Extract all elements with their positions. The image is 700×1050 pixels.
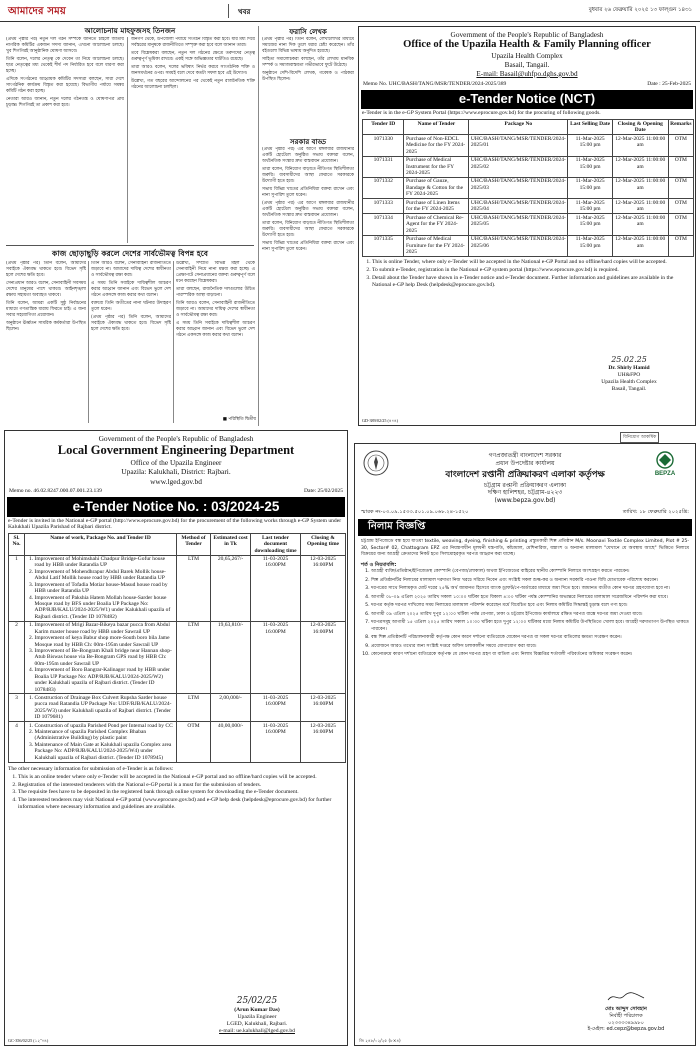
column-rule [88,261,89,423]
notes-list [362,259,692,288]
column-header: Last tender document downloading time [251,534,301,555]
closing-time: 12-03-2025 16:00PM [301,694,346,722]
news-paragraph: তারা আরও বলেন, দলের ভবিষ্যৎ নির্ভর করবে সাংগঠনিক শক্তি ও জনসমর্থনের ওপর। সময়ই বলে দেবে কতটা সফল হবে এই উদ্যোগ। [131,64,255,76]
office-name: Office of the Upazila Engineer [130,457,222,467]
closing-date: 12-Mar-2025 11:00:00 am [612,156,668,177]
table-row [9,555,346,621]
signer-office: LGED, Kalukhali, Rajbari. [226,1021,288,1028]
office-title: Office of the Upazila Health & Family Planning officer [403,39,651,51]
tender-name: Purchase of Medical Instrument for the FY 2024-2025 [404,156,469,177]
website: www.lged.gov.bd [150,476,202,486]
news-paragraph: (প্রথম পৃষ্ঠার পর) তিনি বলেন, আমাদের সবাইকে ঐক্যবদ্ধ থাকতে হবে। বিভেদ সৃষ্টি হলে দেশের ক্ষতি হবে। [91,314,171,332]
news-paragraph: জনগণ থেকে, উপজেলা পর্যায়ে সংগঠন বিস্তৃত করা হবে। যার মধ্য দিয়ে সর্বস্তরের মানুষকে রাজনীতিতে সম্পৃক্ত করা হবে বলে জানান তারা। [131,37,255,48]
column-header: Method of Tender [177,534,211,555]
news-paragraph: সেনাপ্রধান আরও বলেন, সেনাবাহিনী সবসময় দেশের মানুষের পাশে থাকবে। আইনশৃঙ্খলা রক্ষায় সহায়তা অব্যাহত থাকবে। [6,280,86,298]
notes-list [8,774,344,811]
last-selling: 11-Mar-2025 15:00 pm [568,177,613,198]
condition-item: 9. প্রয়োজনে আরও তথ্যের জন্য সংশ্লিষ্ট দপ্তরে অফিস চলাকালীন সময়ে যোগাযোগ করা যাবে। [371,644,689,651]
bangladesh-emblem-icon [363,450,389,476]
news-paragraph: এ সময় তিনি সবাইকে দায়িত্বশীল আচরণ করার আহ্বান জানান এবং বিভেদ ভুলে দেশ গঠনে একসঙ্গে কাজ করার কথা বলেন। [176,320,255,338]
news-paragraph: সভায় বিভিন্ন খাতের প্রতিনিধিরা বক্তব্য রাখেন এবং নানা সুপারিশ তুলে ধরেন। [262,240,354,252]
notes-heading: The other necessary information for submission of e-Tender is as follows: [8,765,174,772]
table-row [363,177,694,198]
column-header: Remarks [668,120,693,135]
memo-date: তারিখ: ১৮ ফেব্রুয়ারি ২০২৫খ্রি: [622,508,689,515]
table-row [9,694,346,722]
column-header: Closing & Opening Date [612,120,668,135]
dept-title: Local Government Engineering Department [57,443,295,458]
tender-id: 1071332 [363,177,404,198]
headline-forashi: ফরাসি লেখক [289,28,327,36]
memo-number: Memo no. 46.02.8247.000.07.001.23.139 [9,488,102,495]
gov-line: Government of the People's Republic of Bangladesh [450,30,604,39]
news-paragraph: সাহিত্য সমালোচকরা বলছেন, তাঁর লেখায় মানবিক সম্পর্ক ও সমাজবাস্তবতা গভীরভাবে ফুটে উঠেছে। [262,56,354,68]
complex-name: Upazila Health Complex [491,51,563,60]
masthead-divider [228,4,229,18]
table-row [9,722,346,763]
work-item: 1. Improvement of Mrigi Bazar-Bikeya bazar pucca from Abdul Karim master house road by HBB under Sawrail UP [35,622,175,635]
last-selling: 11-Mar-2025 15:00 pm [568,156,613,177]
gd-code: GC-356/02/25 (১২"×৪) [8,1037,49,1043]
signer-name: মোঃ আব্দুস সোবহান [605,1006,647,1012]
tender-name: Purchase of Gauze, Bandage & Cotton for the FY 2024-2025 [404,177,469,198]
tender-name: Purchase of Non-EDCL Medicine for the FY 2024-2025 [404,135,469,156]
news-paragraph: তারা বলছেন, রাজনৈতিক দলগুলোর উচিত পারস্পরিক আস্থা বাড়ানো। [176,286,255,298]
closing-date: 12-Mar-2025 11:00:00 am [612,214,668,235]
memo-row [359,79,695,90]
lged-tender-notice [4,430,348,1046]
news-paragraph: অনুষ্ঠানে দেশি-বিদেশি লেখক, গবেষক ও পাঠকরা উপস্থিত ছিলেন। [262,70,354,82]
health-tender-notice [358,26,696,426]
estimated-cost: 40,00,000/- [211,722,251,763]
signer-title: Upazila Engineer [237,1014,277,1021]
news-paragraph: বক্তব্যে তিনি অতীতের নানা ঘটনার উদাহরণ তুলে ধরেন। [91,300,171,312]
remarks: OTM [668,235,693,256]
column-rule [127,37,128,243]
gov-line: গণপ্রজাতন্ত্রী বাংলাদেশ সরকার [488,452,562,459]
table-header-row [363,120,694,135]
masthead [0,0,700,22]
last-selling: 11-Mar-2025 15:00 pm [568,135,613,156]
news-paragraph: উল্লেখ্য, গত বছরের আন্দোলনের পর থেকেই নতুন রাজনৈতিক শক্তি গঠনের আলোচনা চলছিল। [131,78,255,90]
tender-name: Purchase of Linen Items for the FY 2024-2025 [404,199,469,214]
column-header: Package No [469,120,568,135]
news-paragraph: (প্রথম পৃষ্ঠার পর) এর আগে মঙ্গলবার রাজধানীর একটি হোটেলে অনুষ্ঠিত সভায় বক্তারা বলেন, অর্থনৈতিক সংস্কার দ্রুত বাস্তবায়ন প্রয়োজন। [262,147,354,164]
signature-block [569,355,689,393]
news-column-2 [131,37,255,243]
last-download: 11-03-2025 16:00PM [251,555,301,621]
bepza-logo-text: BEPZA [654,471,676,476]
note-item: 3. Detail about the Tender have shown in e-Tender notice and e-Tender document. Further information and guidelines are available in the National e-GP help Desk (helpdesk@eprocure.gov.bd). [372,275,692,289]
signer-name: Dr. Shirly Hamid [608,365,650,371]
health-tender-table [362,119,694,257]
signature-block [571,991,681,1033]
tender-method: OTM [177,722,211,763]
news-paragraph: (প্রথম পৃষ্ঠার পর) নতুন দল গঠন সম্পর্কে জানতে চাইলে জাতীয় নাগরিক কমিটির একজন সদস্য জানান, এখনো আলোচনা চলছে। খুব শিগগিরই আনুষ্ঠানিক ঘোষণা আসবে। [6,37,124,54]
bepza-auction-notice [354,443,696,1046]
note-item: 4. The interested tenderers may visit National e-GP portal (www.eprocure.gov.bd) and e-GP help desk (helpdesk@eprocure.gov.bd) for further information where necessary information and guidelines are available. [18,797,344,811]
tender-id: 1071334 [363,214,404,235]
office-line: প্রধান উপদেষ্টার কার্যালয় [495,459,555,467]
notice-intro: e-Tender is in the e-GP System Portal (https://www.eprocure.gov.bd) for the procuring of following goods. [362,109,601,116]
authority-title: বাংলাদেশ রপ্তানী প্রক্রিয়াকরণ এলাকা কর্তৃপক্ষ [445,470,605,481]
memo-number: স্মারক নং-০৩.০৯.১৫৩৩.৫০১.০৯.০৬৮.২৪-১৫২০ [361,508,469,515]
news-paragraph: তিনি বলেন, আমরা একটি সুষ্ঠু নির্বাচনের মাধ্যমে গণতান্ত্রিক ধারায় ফিরতে চাই। এ জন্য সবার সহযোগিতা প্রয়োজন। [6,300,86,318]
office-place: Basail, Tangail. [504,60,550,69]
signature-date: 25.02.25 [611,355,647,364]
work-item: 4. Improvement of Boro Bangrar-Kalinagor road by HBB under Boalia UP Package No: ADP/RJB/KALU/2024-2025/W2) under Kalukhali upazila of Rajbari district. (Tender ID 1078483) [35,667,175,693]
signer-place: Basail, Tangail. [611,385,647,392]
work-item: 3. Maintenance of Main Gate at Kalukhali upazila Complex area Package No: ADP/RJB/KALU/2024-2025/W4) under Kalukhali upazila of Rajbari district. (Tender ID 1078945) [35,742,175,761]
last-selling: 11-Mar-2025 15:00 pm [568,235,613,256]
office-place: Upazila: Kalukhali, District: Rajbari. [121,467,231,477]
news-paragraph: এদিকে সংগঠনের আহ্বায়ক কমিটির সদস্যরা বলছেন, সারা দেশে সাংগঠনিক কার্যক্রম বিস্তৃত করা হয়েছে। বিভাগীয় পর্যায়ে সমন্বয় কমিটি গঠন করা হচ্ছে। [6,76,124,94]
tender-id: 1071333 [363,199,404,214]
note-item: 2. To submit e-Tender, registration in the National e-GP system portal (https://www.eprocure.gov.bd) is required. [372,267,692,274]
headline-sarbabhoumattwa: কাজ ছোড়াছুড়ি করলে দেশের সার্বভৌমত্ব বিপন্ন হবে [52,249,208,258]
section-rule [6,245,254,246]
table-header-row [9,534,346,555]
package-no: UHC/BASH/TANG/MSR/TENDER/2024-2025/06 [469,235,568,256]
tender-name: Purchase of Chemical Re-Agent for the FY 2024-2025 [404,214,469,235]
news-paragraph: (প্রথম পৃষ্ঠার পর) তিনি বলেন, লেখালেখির মাধ্যমে সমাজের নানা দিক তুলে ধরার চেষ্টা করেছেন। তাঁর বইগুলো বিভিন্ন ভাষায় অনূদিত হয়েছে। [262,37,354,54]
work-item: 2. Maintenance of upazila Parished Complex Bhaban (Administrative Building) by plastic paint [35,729,175,742]
signer-email: e-mail: ue.kalukhali@lged.gov.bd [219,1028,295,1035]
news-column-6 [176,261,255,415]
memo-date: Date: 25/02/2025 [304,488,343,495]
last-selling: 11-Mar-2025 15:00 pm [568,214,613,235]
work-item: 2. Improvement of Mohendhrapur Abdul Barek Mollik house- Abdul Latif Mollik house road by HBB under Ratandia UP [35,569,175,582]
condition-item: 6. আগামী ০৯ এপ্রিল ২০২৫ তারিখ দুপুর ১২:০০ ঘটিকা পর্যন্ত বেপজা, ঢাকা ও চট্টগ্রাম ইপিজেড কার্যালয়ে রক্ষিত দরপত্র বাক্সে দরপত্র জমা দেওয়া যাবে। [371,612,689,619]
signer-phone: ০২৩৩৩৩৪৯৯৮০ [608,1019,644,1026]
column-header: Estimated cost in Tk [211,534,251,555]
last-download: 11-03-2025 16:00PM [251,621,301,694]
condition-item: 1. আগ্রহী ব্যক্তি/প্রতিষ্ঠান/ইপিজেডস্থ কোম্পানি (বেপজা/লোকাল) অথবা ইপিজেডের বাহিরের স্থানীয় কোম্পানি নিলামে অংশগ্রহণ করতে পারবেন। [371,569,689,576]
condition-item: 4. আগামী ০৮-০৯ এপ্রিল ২০২৫ তারিখ সকাল ১০:০০ ঘটিকা হতে বিকাল ৪:০০ ঘটিকা পর্যন্ত কোম্পানির অভ্যন্তরে নিলামের মালামাল সরেজমিনে পরিদর্শন করা যাবে। [371,595,689,602]
remarks: OTM [668,199,693,214]
newspaper-logo: আমাদের সময় [8,6,67,17]
memo-row [355,505,695,520]
news-column-4 [6,261,86,423]
tender-method: LTM [177,621,211,694]
column-rule [173,261,174,423]
column-header: Last Selling Date [568,120,613,135]
table-row [363,135,694,156]
news-column-5 [91,261,171,423]
zone-address: দক্ষিণ হালিশহর, চট্টগ্রাম-৪২২৩ [487,489,563,497]
notice-banner: e-Tender Notice No. : 03/2024-25 [7,497,345,516]
column-rule [258,26,259,426]
estimated-cost: 2,00,000/- [211,694,251,722]
tender-id: 1071335 [363,235,404,256]
news-paragraph: উল্লেখ্য, সম্প্রতি বিভিন্ন মহল থেকে সেনাবাহিনী নিয়ে নানা মন্তব্য করা হচ্ছে। এ প্রেক্ষাপটে সেনাপ্রধানের বক্তব্য গুরুত্বপূর্ণ বলে মনে করছেন বিশ্লেষকরা। [176,261,255,284]
work-item: 2. Improvement of keya Babur shop more-South boro bila Jame Mosque road by HBB Ch: 00m-195m under Sawrail UP [35,635,175,648]
note-item: 1. This is online Tender, where only e-Tender will be accepted in the National e-GP Portal and no offline/hard copies will be accepted. [372,259,692,266]
signature-scribble-icon [606,991,646,1003]
package-no: UHC/BASH/TANG/MSR/TENDER/2024-2025/04 [470,199,566,213]
column-header: Name of Tender [404,120,469,135]
news-paragraph: নেতারা আরও জানান, নতুন দলের গঠনতন্ত্র ও ঘোষণাপত্র প্রায় চূড়ান্ত। শিগগিরই তা প্রকাশ করা হবে। [6,96,124,108]
news-paragraph: তারা বলেন, বিনিয়োগ বাড়াতে নীতিগত স্থিতিশীলতা জরুরি। ব্যবসায়ীদের আস্থা ফেরাতে সরকারকে উদ্যোগী হতে হবে। [262,220,354,238]
news-paragraph: তিনি আরও বলেন, সেনাবাহিনী রাজনীতিতে জড়াবে না। আমাদের দায়িত্ব দেশের স্বাধীনতা ও সার্বভৌমত্ব রক্ষা করা। [91,261,171,278]
tender-method: LTM [177,555,211,621]
news-column-3 [262,37,354,133]
closing-date: 12-Mar-2025 11:00:00 am [612,199,668,214]
closing-date: 12-Mar-2025 11:00:00 am [612,177,668,198]
work-item: 4. Improvement of Pakshia Hatem Mollah house-Sarder house Mosque road by BFS under Boalia UP Package No: ADP/RJB/KALU/2024-2025/W1) under Kalukhali upazila of Rajbari district. (Tender ID 1078482) [35,595,175,621]
note-item: 2. Registration of the interested tenderers with the National e-GP portal is a must for the submission of tenders. [18,782,344,789]
condition-item: 5. দরপত্র কর্তৃক দরপত্র দাখিলের সময় নিলামের মালামাল পরিদর্শন করেছেন মর্মে বিবেচিত হবে এবং নিলাম কমিটির সিদ্ধান্তই চূড়ান্ত বলে গণ্য হবে। [371,603,689,610]
news-paragraph: তিনি আরও বলেন, সেনাবাহিনী রাজনীতিতে জড়াবে না। আমাদের দায়িত্ব দেশের স্বাধীনতা ও সার্বভৌমত্ব রক্ষা করা। [176,300,255,318]
notice-intro: e-Tender is invited in the National e-GP portal (http://www.eprocure.gov.bd) for the procurement of the following works through e-GP System under Kalukhali Upazila Parishad of Rajbari district. [8,517,342,531]
estimated-cost: 20,65,267/- [211,555,251,621]
news-paragraph: (প্রথম পৃষ্ঠার পর) এর আগে মঙ্গলবার রাজধানীর একটি হোটেলে অনুষ্ঠিত সভায় বক্তারা বলেন, অর্থনৈতিক সংস্কার দ্রুত বাস্তবায়ন প্রয়োজন। [262,200,354,218]
notice-intro: চট্টগ্রাম ইপিজেডে বন্ধ হয়ে যাওয়া textile, weaving, dyeing, finishing & printing প্রস্তুতকারী শিল্প প্রতিষ্ঠান M/s. Moonavi Textile Complex Limited, Plot # 25-30, Sector# 02, Chattogram EPZ এর নিয়ন্ত্রণাধীন মূলধনী যন্ত্রপাতি, কাঁচামাল, মেশিনারিজ, যন্ত্রাংশ ও অন্যান্য মালামাল "যেখানে যে অবস্থায় আছে" ভিত্তিতে নিলামে বিক্রয়ের জন্য আগ্রহী ক্রেতাদের নিকট হতে সিলমোহরকৃত দরপত্র আহ্বান করা যাচ্ছে। [361,539,689,558]
package-no: UHC/BASH/TANG/MSR/TENDER/2024-2025/03 [469,177,568,198]
signature-block [197,996,317,1035]
news-column-3b [262,147,354,422]
signer-title: UH&FPO [617,371,641,378]
package-no: UHC/BASH/TANG/MSR/TENDER/2024-2025/05 [469,214,568,235]
conditions-list [355,568,695,659]
closing-date: 12-Mar-2025 11:00:00 am [612,135,668,156]
condition-item: 3. দরপত্রের সাথে নিলামকৃত মোট দরের ২৫% অর্থ জামানত হিসেবে ব্যাংক ড্রাফট/পে-অর্ডারের মাধ্যমে জমা দিতে হবে। জামানত ব্যতীত কোন দরপত্র গ্রহণযোগ্য হবে না। [371,586,689,593]
work-item: 1. Construction of upazila Parished Pond per Internal road by CC [35,723,175,729]
remarks: OTM [668,135,693,156]
estimated-cost: 19,63,810/- [211,621,251,694]
remarks: OTM [668,156,693,177]
tender-name: Purchase of Medical Furniture for the FY 2024-2025 [404,235,469,256]
signer-name: (Arun Kumar Das) [234,1007,280,1014]
table-row [363,214,694,235]
signer-office: Upazila Health Complex [601,378,657,385]
package-no: UHC/BASH/TANG/MSR/TENDER/2024-2025/02 [469,156,568,177]
tender-method: LTM [177,694,211,722]
serial-no: 3 [9,694,25,722]
tender-id: 1071331 [363,156,404,177]
condition-item: 7. দরপত্রসমূহ আগামী ১৫ এপ্রিল ২০২৫ তারিখ সকাল ১০:৩০ ঘটিকা হতে দুপুর ১২:০০ ঘটিকার মধ্যে নিলাম কমিটির উপস্থিতিতে খোলা হবে। আগ্রহী দরদাতাগণ উপস্থিত থাকতে পারবেন। [371,620,689,633]
work-item: 1. Construction of Drainage Box Culvert Rupsha Sarder house pucca road Ratandia UP Package No: UDF/RJB/KALU/2024-2025/W3) under Kalukhali upazila of Rajbari district. (Tender ID 1079681) [35,695,175,721]
column-header: Closing & Opening time [301,534,346,555]
signer-title: নির্বাহী পরিচালক [609,1012,643,1019]
note-item: 3. The requisite fees have to be deposited in the registered bank through online system for downloading the e-Tender document. [18,789,344,796]
work-description [25,621,177,694]
table-row [363,156,694,177]
remarks: OTM [668,177,693,198]
news-paragraph: অনুষ্ঠানে ঊর্ধ্বতন সামরিক কর্মকর্তারা উপস্থিত ছিলেন। [6,320,86,332]
bepza-logo-icon [645,450,685,476]
condition-item: 10. কোনোক্রমে কারণ দর্শানো ব্যতিরেকে কর্তৃপক্ষ যে কোন দরপত্র গ্রহণ বা বাতিল এবং নিলাম বিজ্ঞপ্তির শর্তাবলী পরিবর্তনের অধিকার সংরক্ষণ করেন। [371,652,689,659]
news-paragraph: সভায় বিভিন্ন খাতের প্রতিনিধিরা বক্তব্য রাখেন এবং নানা সুপারিশ তুলে ধরেন। [262,186,354,198]
package-no: UHC/BASH/TANG/MSR/TENDER/2024-2025/01 [469,135,568,156]
column-header: Name of work, Package No. and Tender ID [25,534,177,555]
work-item: 3. Improvement of Tofadia Motiar house-Masud house road by HBB under Ratandia UP [35,582,175,595]
investment-badge: বিনিয়োগ আকর্ষিক [620,432,659,443]
issue-date: বুধবার ২৬ ফেব্রুয়ারি ২০২৫ ১৩ ফাল্গুন ১৪৩১ [588,7,692,13]
signer-email: ই-মেইল: ed.cepz@bepza.gov.bd [587,1026,665,1033]
closing-time: 12-03-2025 16:00PM [301,722,346,763]
work-description [25,555,177,621]
serial-no: 2 [9,621,25,694]
tender-id: 1071330 [363,135,404,156]
news-paragraph: এ সময় তিনি সবাইকে দায়িত্বশীল আচরণ করার আহ্বান জানান এবং বিভেদ ভুলে দেশ গঠনে একসঙ্গে কাজ করার কথা বলেন। [91,280,171,298]
last-selling: 11-Mar-2025 15:00 pm [568,199,613,214]
column-header: Sl. No. [9,534,25,555]
signature-date: 25/02/25 [236,995,278,1006]
conditions-heading: শর্ত ও নিয়মাবলি: [361,561,397,568]
lged-tender-table [8,533,346,762]
news-column-1 [6,37,124,243]
news-paragraph: তারা বলেন, বিনিয়োগ বাড়াতে নীতিগত স্থিতিশীলতা জরুরি। ব্যবসায়ীদের আস্থা ফেরাতে সরকারকে উদ্যোগী হতে হবে। [262,166,354,184]
closing-date: 12-Mar-2025 11:00:00 am [612,235,668,256]
table-row [363,199,694,214]
serial-no: 4 [9,722,25,763]
office-email: E-mail: Basail@uhfpo.dghs.gov.bd [476,69,578,78]
headline-sarkar: সরকার বাড্ড [289,138,327,146]
memo-date: Date : 25-Feb-2025 [647,81,691,88]
news-credit: ■ পরিস্থিতি দ্বিতীয় [222,417,256,422]
gd-code: জি ২৪৮/০২/২৫ (৮×৪) [359,1037,401,1043]
work-item: 1. Improvement of Mohimshahi Chadpur Bridge-Gofur house road by HBB under Ratandia UP [35,556,175,569]
memo-number: Memo No. UHC/BASH/TANG/MSR/TENDER/2024-2025/389 [363,81,507,88]
column-header: Tender ID [363,120,404,135]
section-name: খবর [238,8,251,16]
news-paragraph: তিনি বলেন, দলের নেতৃত্ব কে দেবেন তা নিয়ে আলোচনা চলছে। ছাত্র নেতৃত্বের মধ্য থেকেই শীর্ষ পদ নির্ধারিত হবে বলে ধারণা করা হচ্ছে। [6,56,124,74]
zone-name: চট্টগ্রাম রপ্তানী প্রক্রিয়াকরণ এলাকা [484,481,566,489]
condition-item: 2. শিল্প প্রতিষ্ঠানটির নিলামের মালামাল দরদাতা নিজ খরচে সরিয়ে নিবেন এবং সংশ্লিষ্ট সকল শুল্ক-কর ও অন্যান্য সরকারি পাওনা বিধি মোতাবেক পরিশোধ করবেন। [371,578,689,585]
table-row [363,235,694,256]
gd-code: GD-389/02/25 (৪×৪) [362,417,399,423]
work-description [25,722,177,763]
gov-line: Government of the People's Republic of Bangladesh [98,434,254,443]
condition-item: 8. বন্ধ শিল্প প্রতিষ্ঠানটি পরিচালনাকারী কর্তৃপক্ষ কোন কারণ দর্শানো ব্যতিরেকে যেকোন দরপত্র বা সকল দরপত্র বাতিলের ক্ষমতা সংরক্ষণ করেন। [371,635,689,642]
remarks: OTM [668,214,693,235]
serial-no: 1 [9,555,25,621]
work-description [25,694,177,722]
notice-banner: নিলাম বিজ্ঞপ্তি [358,519,692,536]
work-item: 3. Improvement of Be-Bongram Khali bridge near Hannan shop-Atub Biswas house via Be-Bongram GPS road by HBB Ch: 00m-195m under Sawrail UP [35,648,175,667]
last-download: 11-03-2025 16:00PM [251,722,301,763]
headline-tinjon: আলোচনায় মাহফুজসহ তিনজন [84,26,176,35]
table-row [9,621,346,694]
memo-row [5,486,347,497]
last-download: 11-03-2025 16:00PM [251,694,301,722]
news-paragraph: (প্রথম পৃষ্ঠার পর) তিনি বলেন, আমাদের সবাইকে ঐক্যবদ্ধ থাকতে হবে। বিভেদ সৃষ্টি হলে দেশের ক্ষতি হবে। [6,261,86,278]
notice-banner: e-Tender Notice (NCT) [361,90,693,109]
website: (www.bepza.gov.bd) [494,496,556,504]
closing-time: 12-03-2025 16:00PM [301,621,346,694]
closing-time: 12-03-2025 16:00PM [301,555,346,621]
news-paragraph: তবে বিশ্লেষকরা বলছেন, নতুন দল গঠনের ক্ষেত্রে তরুণদের নেতৃত্ব গুরুত্বপূর্ণ ভূমিকা রাখবে। একই সঙ্গে অভিজ্ঞতার ঘাটতিও রয়েছে। [131,50,255,62]
note-item: 1. This is an online tender where only e-Tender will be accepted in the National e-GP portal and no offline/hard copies will be accepted. [18,774,344,781]
